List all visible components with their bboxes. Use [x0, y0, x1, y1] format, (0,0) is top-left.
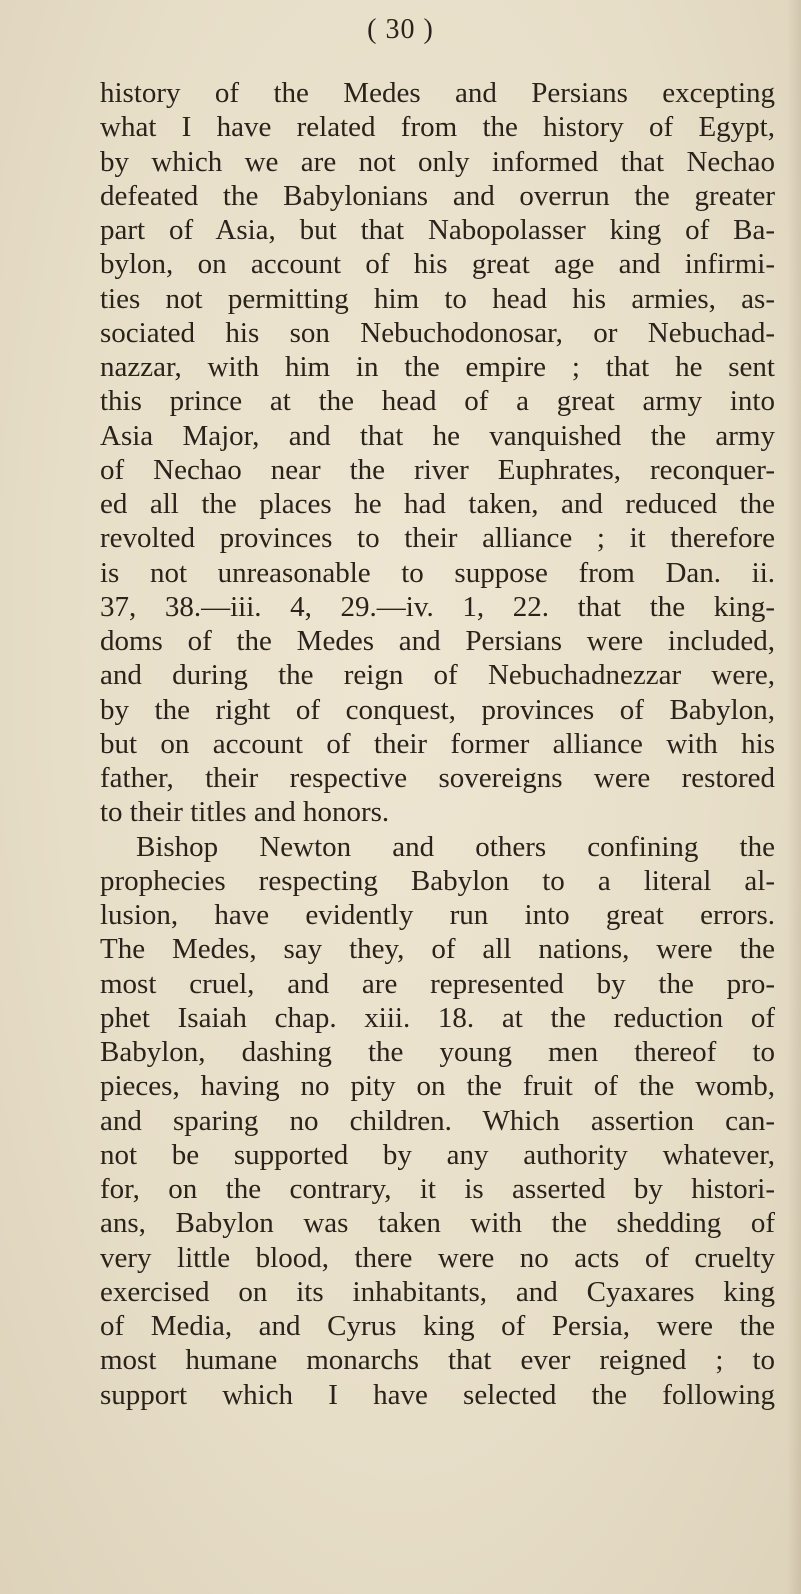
text-line: doms of the Medes and Persians were included, — [100, 625, 775, 657]
text-line: The Medes, say they, of all nations, were the — [100, 933, 775, 966]
text-line: not be supported by any authority whatever, — [100, 1138, 775, 1171]
text-line: for, on the contrary, it is asserted by histori- — [100, 1173, 775, 1205]
text-line: Asia Major, and that he vanquished the army — [100, 419, 775, 452]
text-line: and sparing no children. Which assertion can- — [100, 1104, 775, 1137]
text-line: lusion, have evidently run into great errors. — [100, 899, 775, 931]
text-line: but on account of their former alliance with his — [100, 727, 775, 760]
text-line: revolted provinces to their alliance ; it therefore — [100, 522, 775, 555]
text-line: ed all the places he had taken, and reduced the — [100, 488, 775, 520]
text-line: to their titles and honors. — [100, 796, 390, 829]
text-line: ans, Babylon was taken with the shedding of — [100, 1207, 775, 1240]
text-line: of Nechao near the river Euphrates, reconquer- — [100, 453, 775, 486]
text-line: very little blood, there were no acts of cruelty — [100, 1241, 775, 1274]
text-line: phet Isaiah chap. xiii. 18. at the reduction of — [100, 1001, 775, 1034]
text-line: defeated the Babylonians and overrun the greater — [100, 179, 775, 212]
text-line: sociated his son Nebuchodonosar, or Nebuchad- — [100, 316, 775, 349]
page-edge-shadow — [787, 0, 801, 1594]
text-line: what I have related from the history of Egypt, — [100, 111, 775, 144]
text-line: most cruel, and are represented by the pro- — [100, 967, 775, 1000]
text-line: bylon, on account of his great age and infirmi- — [100, 248, 775, 281]
text-line: this prince at the head of a great army into — [100, 385, 775, 418]
text-line: by the right of conquest, provinces of Babylon, — [100, 693, 775, 726]
text-line: ties not permitting him to head his armies, as- — [100, 282, 775, 315]
text-line: Babylon, dashing the young men thereof to — [100, 1036, 775, 1068]
text-line: Bishop Newton and others confining the — [136, 830, 775, 863]
page-number: ( 30 ) — [367, 14, 434, 45]
text-line: pieces, having no pity on the fruit of the womb, — [100, 1070, 775, 1103]
text-line: 37, 38.—iii. 4, 29.—iv. 1, 22. that the king- — [100, 590, 775, 623]
text-line: nazzar, with him in the empire ; that he sent — [100, 351, 775, 383]
text-line: father, their respective sovereigns were restored — [100, 762, 775, 794]
text-line: of Media, and Cyrus king of Persia, were the — [100, 1310, 775, 1342]
text-line: support which I have selected the following — [100, 1378, 775, 1411]
text-line: and during the reign of Nebuchadnezzar were, — [100, 659, 775, 692]
text-line: is not unreasonable to suppose from Dan. ii. — [100, 556, 775, 589]
body-text — [100, 76, 775, 1412]
text-line: by which we are not only informed that Nechao — [100, 145, 775, 178]
text-line: most humane monarchs that ever reigned ; to — [100, 1344, 775, 1377]
text-line: part of Asia, but that Nabopolasser king of Ba- — [100, 214, 775, 246]
text-line: prophecies respecting Babylon to a literal al- — [100, 864, 775, 897]
text-line: history of the Medes and Persians excepting — [100, 77, 775, 109]
text-line: exercised on its inhabitants, and Cyaxares king — [100, 1275, 775, 1308]
